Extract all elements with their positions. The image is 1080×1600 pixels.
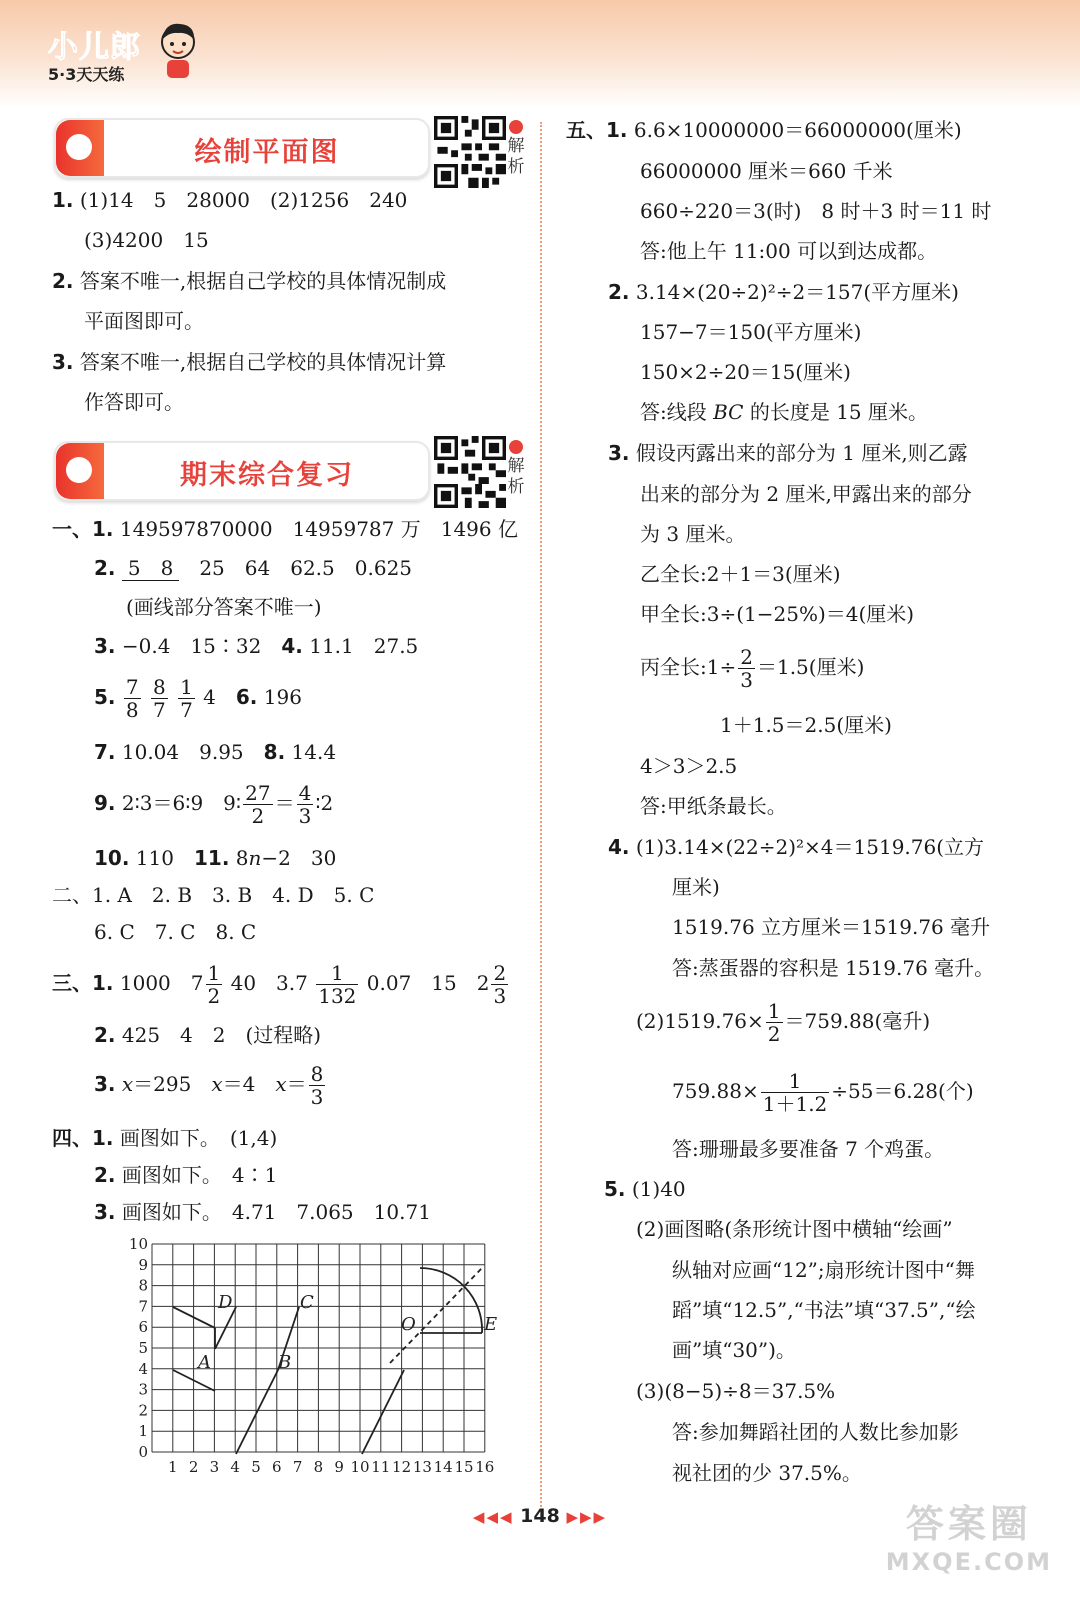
p5-q1-c: 660÷220＝3(时) 8 时＋3 时＝11 时 [640, 199, 992, 223]
y-tick-label: 8 [138, 1276, 148, 1295]
p5-q5: 5. (1)40 [604, 1177, 686, 1201]
label-a: A [198, 1352, 211, 1373]
p2-line2: 6. C 7. C 8. C [94, 920, 257, 944]
p4-q1: 四、1. 画图如下。 (1,4) [52, 1126, 278, 1150]
p5-q2-d: 答:线段 BC 的长度是 15 厘米。 [640, 400, 929, 424]
qr-label: 解析 [505, 120, 527, 178]
p5-q3-d: 乙全长:2＋1＝3(厘米) [640, 562, 841, 586]
left-arrows-icon: ◀◀◀ [472, 1508, 514, 1526]
p5-q3-i: 答:甲纸条最长。 [640, 794, 787, 818]
fraction: $\frac{8}{3}$ [310, 1062, 324, 1109]
p1-q7-q8: 7. 10.04 9.95 8. 14.4 [94, 740, 337, 764]
fraction: $\frac{7}{8}$ [125, 675, 139, 722]
x-tick-label: 8 [313, 1458, 324, 1476]
watermark-logo: 答案圈 MXQE.COM [885, 1502, 1052, 1576]
p4-q3: 3. 画图如下。 4.71 7.065 10.71 [94, 1200, 431, 1224]
p3-q3: 3. x＝295 x＝4 x＝ $\frac{8}{3}$ [94, 1062, 324, 1109]
y-tick-label: 4 [138, 1359, 148, 1378]
p5-q2-b: 157−7＝150(平方厘米) [640, 320, 862, 344]
series-name: 5·3天天练 [48, 65, 125, 84]
p5-q5-h: 视社团的少 37.5%。 [672, 1461, 862, 1485]
y-tick-label: 2 [138, 1401, 148, 1420]
shape-c-line [362, 1370, 404, 1454]
s1-q1-cont: (3)4200 15 [84, 228, 209, 252]
section-header-floor-plan [54, 118, 430, 178]
label-e: E [484, 1314, 498, 1335]
x-tick-label: 13 [412, 1458, 432, 1476]
p5-q3-h: 4＞3＞2.5 [640, 754, 738, 778]
column-divider [540, 122, 542, 1507]
x-tick-label: 15 [454, 1458, 474, 1476]
x-tick-label: 1 [168, 1458, 178, 1476]
y-tick-label: 6 [138, 1318, 148, 1337]
x-tick-label: 11 [371, 1458, 391, 1476]
p5-q2: 2. 3.14×(20÷2)²÷2＝157(平方厘米) [608, 280, 959, 304]
x-tick-label: 7 [292, 1458, 303, 1476]
p5-q3-b: 出来的部分为 2 厘米,甲露出来的部分 [640, 482, 972, 506]
p5-q3: 3. 假设丙露出来的部分为 1 厘米,则乙露 [608, 441, 968, 465]
shape-b-line [236, 1370, 278, 1454]
p1-q5-q6: 5. $\frac{7}{8}$ $\frac{8}{7}$ $\frac{1}{7}$ 4 6. 196 [94, 675, 302, 722]
qr-label: 解析 [505, 440, 527, 498]
shape-a-line [215, 1307, 236, 1349]
fraction: $\frac{27}{2}$ [245, 781, 271, 828]
y-tick-label: 5 [138, 1339, 148, 1357]
right-arrows-icon: ▶▶▶ [566, 1508, 608, 1526]
label-o: O [401, 1314, 416, 1335]
p5-q3-g: 1＋1.5＝2.5(厘米) [720, 713, 892, 737]
p5-q5-e: 画”填“30”)。 [672, 1338, 796, 1362]
p5-q4-d: 答:蒸蛋器的容积是 1519.76 毫升。 [672, 956, 995, 980]
x-tick-label: 3 [209, 1458, 220, 1476]
p5-q5-g: 答:参加舞蹈社团的人数比参加影 [672, 1420, 959, 1444]
p3-q2: 2. 425 4 2 (过程略) [94, 1023, 322, 1047]
label-c: C [300, 1292, 314, 1313]
y-tick-label: 3 [138, 1380, 148, 1399]
x-tick-label: 2 [188, 1458, 199, 1476]
p5-q4-f: 759.88× $\frac{1}{1+1.2}$ ÷55＝6.28(个) [672, 1069, 974, 1116]
s1-q1: 1. (1)14 5 28000 (2)1256 240 [52, 188, 408, 212]
label-d: D [218, 1292, 233, 1313]
p5-q4: 4. (1)3.14×(22÷2)²×4＝1519.76(立方 [608, 835, 985, 859]
s1-q2-cont: 平面图即可。 [84, 309, 204, 333]
x-tick-label: 14 [433, 1458, 453, 1476]
p5-q5-b: (2)画图略(条形统计图中横轴“绘画” [636, 1217, 953, 1241]
page-number: 148 [520, 1505, 560, 1527]
mascot-icon [155, 20, 201, 82]
p5-q3-f: 丙全长:1÷ $\frac{2}{3}$ ＝1.5(厘米) [640, 645, 865, 692]
brand-logo [48, 22, 141, 85]
x-tick-label: 4 [230, 1458, 240, 1476]
y-tick-label: 1 [138, 1422, 148, 1441]
p5-q1-d: 答:他上午 11:00 可以到达成都。 [640, 239, 938, 263]
s1-q2: 2. 答案不唯一,根据自己学校的具体情况制成 [52, 269, 447, 293]
x-tick-label: 5 [251, 1458, 261, 1476]
x-tick-label: 9 [334, 1458, 344, 1476]
x-tick-label: 6 [272, 1458, 282, 1476]
y-tick-label: 9 [138, 1255, 148, 1274]
p5-q4-b: 厘米) [672, 875, 720, 899]
p5-q2-c: 150×2÷20＝15(厘米) [640, 360, 851, 384]
qr-code-icon[interactable] [434, 116, 506, 188]
y-tick-label: 0 [138, 1443, 148, 1461]
fraction: $\frac{4}{3}$ [298, 781, 312, 828]
p2-line1: 二、1. A 2. B 3. B 4. D 5. C [52, 883, 375, 907]
p5-q4-g: 答:珊珊最多要准备 7 个鸡蛋。 [672, 1137, 945, 1161]
coordinate-grid-figure [118, 1238, 508, 1482]
p5-q4-c: 1519.76 立方厘米＝1519.76 毫升 [672, 915, 991, 939]
section-header-final-review [54, 441, 430, 501]
fraction: $\frac{1}{2}$ [207, 961, 221, 1008]
brand-name: 小儿郎 [48, 30, 141, 65]
section-tab-icon [56, 443, 104, 499]
x-tick-label: 12 [392, 1458, 412, 1476]
fraction: $\frac{8}{7}$ [152, 675, 166, 722]
p1-q2: 2. 5 8 25 64 62.5 0.625 [94, 556, 413, 580]
p5-q5-c: 纵轴对应画“12”;扇形统计图中“舞 [672, 1258, 975, 1282]
p5-q3-c: 为 3 厘米。 [640, 522, 746, 546]
p1-q1: 一、1. 149597870000 14959787 万 1496 亿 [52, 517, 518, 541]
p5-q3-e: 甲全长:3÷(1−25%)＝4(厘米) [640, 602, 915, 626]
fraction: $\frac{2}{3}$ [740, 645, 753, 692]
p5-q4-e: (2)1519.76× $\frac{1}{2}$ ＝759.88(毫升) [636, 999, 931, 1046]
label-b: B [278, 1352, 292, 1373]
x-tick-label: 16 [475, 1458, 495, 1476]
y-tick-label: 7 [138, 1297, 148, 1316]
qr-code-icon[interactable] [434, 436, 506, 508]
p3-q1: 三、1. 1000 7 $\frac{1}{2}$ 40 3.7 $\frac{1}{132}$ 0.07 15 2 $\frac{2}{3}$ [52, 961, 507, 1008]
p1-q2-note: (画线部分答案不唯一) [126, 595, 322, 619]
p1-q3-q4: 3. −0.4 15∶32 4. 11.1 27.5 [94, 634, 419, 658]
s1-q3-cont: 作答即可。 [84, 390, 184, 414]
s1-q3: 3. 答案不唯一,根据自己学校的具体情况计算 [52, 350, 447, 374]
section-title: 期末综合复习 [180, 460, 354, 491]
fraction: $\frac{1}{2}$ [767, 999, 781, 1046]
fraction: $\frac{1}{1+1.2}$ [762, 1069, 828, 1116]
p5-q5-d: 蹈”填“12.5”,“书法”填“37.5”,“绘 [672, 1298, 976, 1322]
y-tick-label: 10 [128, 1238, 148, 1253]
p1-q9: 9. 2∶3＝6∶9 9∶ $\frac{27}{2}$ ＝ $\frac{4}{3}$ ∶2 [94, 781, 334, 828]
section-tab-icon [56, 120, 104, 176]
p5-q1: 五、1. 6.6×10000000＝66000000(厘米) [566, 118, 962, 142]
p5-q5-f: (3)(8−5)÷8＝37.5% [636, 1379, 836, 1403]
fraction: $\frac{1}{7}$ [180, 675, 193, 722]
x-tick-label: 10 [350, 1458, 370, 1476]
p1-q10-q11: 10. 110 11. 8n−2 30 [94, 846, 337, 870]
p4-q2: 2. 画图如下。 4∶1 [94, 1163, 278, 1187]
p5-q1-b: 66000000 厘米＝660 千米 [640, 159, 893, 183]
fraction: $\frac{1}{132}$ [318, 961, 357, 1008]
section-title: 绘制平面图 [194, 137, 340, 168]
fraction: $\frac{2}{3}$ [493, 961, 507, 1008]
